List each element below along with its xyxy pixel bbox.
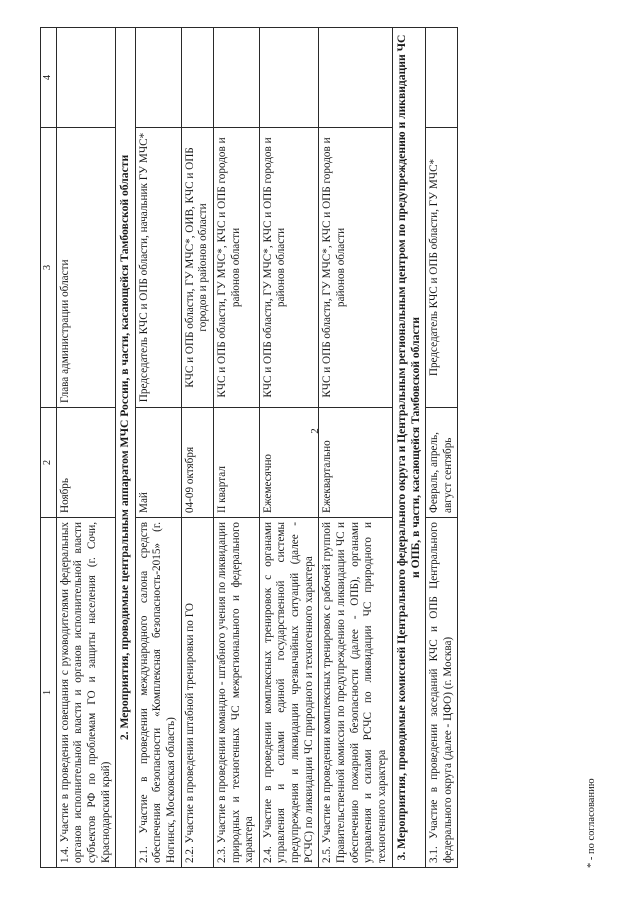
section-heading-row: [392, 28, 425, 868]
table-row: [56, 28, 116, 868]
event-description: 2.1. Участие в проведении международного салона средств обеспечения безопасности «Комплексная безопасность-2015» (г. Ногинск, Московская область): [135, 518, 181, 868]
table-row: [135, 28, 181, 868]
event-responsible: Глава администрации области: [56, 128, 116, 408]
event-description: 2.5. Участие в проведении комплексных тренировок с рабочей группой Правительственной комиссии по предупреждению и ликвидации ЧС и обеспечению пожарной безопасности (далее - ОПБ), органами управления и силами РСЧС по ликвидации ЧС природного и техногенного характера: [319, 518, 392, 868]
event-responsible: КЧС и ОПБ области, ГУ МЧС*, ОИВ, КЧС и ОПБ городов и районов области: [181, 128, 213, 408]
event-date: II квартал: [213, 408, 259, 518]
event-description: 1.4. Участие в проведении совещания с руководителями федеральных органов исполнительной власти и органов исполнительной власти субъектов РФ по проблемам ГО и защиты населения (г. Сочи, Краснодарский край): [56, 518, 116, 868]
header-row: [41, 28, 57, 868]
rotated-page: [40, 28, 600, 868]
event-responsible: КЧС и ОПБ области, ГУ МЧС*, КЧС и ОПБ городов и районов области: [259, 128, 319, 408]
section-heading-row: [116, 28, 135, 868]
section-title: 3. Мероприятия, проводимые комиссией Центрального федерального округа и Центральным региональным центром по предупреждению и ликвидации ЧС и ОПБ, в части, касающейся Тамбовской области: [392, 28, 425, 868]
event-date: Май: [135, 408, 181, 518]
event-responsible: Председатель КЧС и ОПБ области, начальник ГУ МЧС*: [135, 128, 181, 408]
event-date: Ноябрь: [56, 408, 116, 518]
event-date: 04-09 октября: [181, 408, 213, 518]
event-description: 2.4. Участие в проведении комплексных тренировок с органами управления и силами единой государственной системы предупреждения и ликвидации чрезвычайных ситуаций (далее - РСЧС) по ликвидации ЧС природного и техногенного характера: [259, 518, 319, 868]
table-row: [259, 28, 319, 868]
event-note: [319, 28, 392, 128]
table-row: [181, 28, 213, 868]
event-note: [213, 28, 259, 128]
event-description: 2.3. Участие в проведении командно - штабного учения по ликвидации природных и техногенных ЧС межрегионального и федерального характера: [213, 518, 259, 868]
event-note: [56, 28, 116, 128]
table-row: [213, 28, 259, 868]
section-title: 2. Мероприятия, проводимые центральным аппаратом МЧС России, в части, касающейся Тамбовской области: [116, 28, 135, 868]
events-table: [40, 27, 458, 868]
table-row: [426, 28, 458, 868]
event-note: [426, 28, 458, 128]
event-responsible: Председатель КЧС и ОПБ области, ГУ МЧС*: [426, 128, 458, 408]
event-note: [181, 28, 213, 128]
header-col-1: 1: [41, 518, 57, 868]
event-description: 2.2. Участие в проведении штабной тренировки по ГО: [181, 518, 213, 868]
table-row: [319, 28, 392, 868]
event-responsible: КЧС и ОПБ области, ГУ МЧС*, КЧС и ОПБ городов и районов области: [319, 128, 392, 408]
event-date: Ежеквартально: [319, 408, 392, 518]
event-description: 3.1. Участие в проведении заседаний КЧС и ОПБ Центрального федерального округа (далее - ЦФО) (г. Москва): [426, 518, 458, 868]
header-col-3: 3: [41, 128, 57, 408]
header-col-4: 4: [41, 28, 57, 128]
event-date: Ежемесячно: [259, 408, 319, 518]
page-number: 2: [308, 428, 321, 434]
event-note: [135, 28, 181, 128]
footnote: * - по согласованию: [586, 778, 597, 868]
header-col-2: 2: [41, 408, 57, 518]
event-responsible: КЧС и ОПБ области, ГУ МЧС*, КЧС и ОПБ городов и районов области: [213, 128, 259, 408]
event-date: Февраль, апрель, август сентябрь: [426, 408, 458, 518]
event-note: [259, 28, 319, 128]
